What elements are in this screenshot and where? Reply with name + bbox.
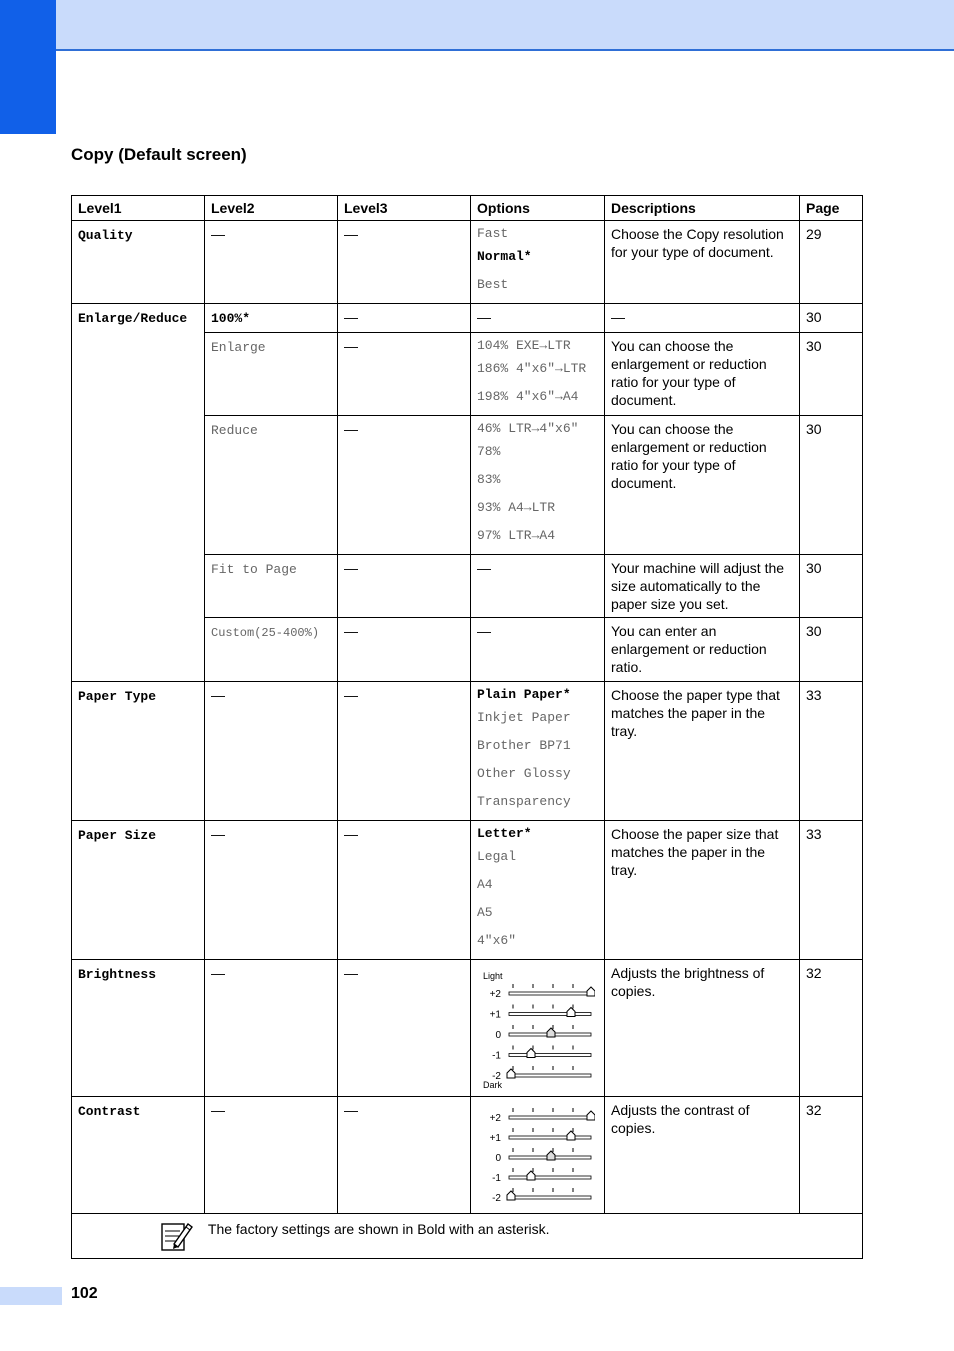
table-row	[72, 682, 863, 821]
level3-dash: —	[344, 309, 358, 325]
page-ref: 33	[806, 687, 822, 703]
page-ref: 30	[806, 421, 822, 437]
header-level1: Level1	[72, 196, 205, 221]
header-page: Page	[800, 196, 863, 221]
note-row	[72, 1214, 863, 1259]
header-level2: Level2	[205, 196, 338, 221]
table-row	[72, 1097, 863, 1214]
level3-dash: —	[344, 826, 358, 842]
description-custom: You can enter an enlargement or reduction ratio.	[611, 623, 767, 675]
level-label: 0	[495, 1030, 501, 1041]
level3-dash: —	[344, 560, 358, 576]
option-dash: —	[477, 309, 491, 325]
description-paper-type: Choose the paper type that matches the paper in the tray.	[611, 687, 780, 739]
table-row	[72, 960, 863, 1097]
level-knob	[527, 1171, 535, 1180]
option-93: 93% A4→LTR	[477, 500, 556, 515]
scale-label-light: Light	[483, 971, 503, 981]
option-46: 46% LTR→4"x6"	[477, 421, 579, 436]
level2-reduce: Reduce	[211, 423, 258, 438]
header-level3: Level3	[338, 196, 471, 221]
option-83: 83%	[477, 472, 501, 487]
level-label: -1	[492, 1173, 501, 1184]
level2-dash: —	[211, 226, 225, 242]
header-descriptions: Descriptions	[605, 196, 800, 221]
table-row	[72, 821, 863, 960]
copy-settings-table	[71, 195, 863, 1259]
level1-paper-type: Paper Type	[78, 689, 157, 704]
option-legal: Legal	[477, 849, 517, 864]
pencil-note-icon	[160, 1218, 194, 1252]
level2-enlarge: Enlarge	[211, 340, 266, 355]
page-ref: 30	[806, 309, 822, 325]
description-dash: —	[611, 309, 625, 325]
contrast-scale-diagram	[475, 1099, 595, 1207]
page-number: 102	[71, 1285, 98, 1302]
level-bar	[509, 1136, 591, 1139]
level1-enlarge-reduce: Enlarge/Reduce	[78, 311, 188, 326]
level3-dash: —	[344, 421, 358, 437]
level-knob	[567, 1008, 575, 1017]
option-dash: —	[477, 560, 491, 576]
level3-dash: —	[344, 1102, 358, 1118]
level2-fit-to-page: Fit to Page	[211, 562, 297, 577]
option-other-glossy: Other Glossy	[477, 766, 571, 781]
option-104: 104% EXE→LTR	[477, 338, 571, 353]
level-knob	[567, 1131, 575, 1140]
level-label: +2	[489, 1113, 501, 1124]
level-label: -1	[492, 1050, 501, 1062]
level2-100: 100%*	[211, 311, 251, 326]
level3-dash: —	[344, 226, 358, 242]
option-plain-paper: Plain Paper*	[477, 687, 571, 702]
level-knob	[507, 1191, 515, 1200]
level1-paper-size: Paper Size	[78, 828, 157, 843]
page-ref: 30	[806, 560, 822, 576]
level-label: 0	[495, 1153, 501, 1164]
level3-dash: —	[344, 338, 358, 354]
table-row	[72, 304, 863, 333]
level-label: +2	[489, 989, 501, 1000]
option-186: 186% 4"x6"→LTR	[477, 361, 587, 376]
level1-quality: Quality	[78, 228, 133, 243]
description-enlarge: You can choose the enlargement or reduction ratio for your type of document.	[611, 338, 767, 408]
section-title: Copy (Default screen)	[71, 145, 247, 164]
option-brother-bp71: Brother BP71	[477, 738, 571, 753]
option-inkjet-paper: Inkjet Paper	[477, 710, 571, 725]
level2-dash: —	[211, 687, 225, 703]
table-row	[72, 221, 863, 304]
level-label: +1	[489, 1133, 501, 1144]
table-header-row	[72, 196, 863, 221]
level3-dash: —	[344, 623, 358, 639]
description-brightness: Adjusts the brightness of copies.	[611, 965, 765, 999]
level3-dash: —	[344, 965, 358, 981]
level-knob	[547, 1028, 555, 1037]
option-dash: —	[477, 623, 491, 639]
option-normal: Normal*	[477, 249, 532, 264]
description-quality: Choose the Copy resolution for your type of document.	[611, 226, 784, 260]
chapter-tab	[0, 0, 56, 134]
description-contrast: Adjusts the contrast of copies.	[611, 1102, 750, 1136]
page-ref: 32	[806, 1102, 822, 1118]
description-reduce: You can choose the enlargement or reduction ratio for your type of document.	[611, 421, 767, 491]
level3-dash: —	[344, 687, 358, 703]
page-ref: 32	[806, 965, 822, 981]
page-ref: 29	[806, 226, 822, 242]
option-97: 97% LTR→A4	[477, 528, 556, 543]
scale-label-dark: Dark	[483, 1080, 503, 1090]
level1-brightness: Brightness	[78, 967, 157, 982]
level-bar	[509, 1196, 591, 1199]
brightness-scale-diagram	[475, 962, 595, 1090]
option-letter: Letter*	[477, 826, 532, 841]
level2-custom: Custom(25-400%)	[211, 626, 320, 640]
level-knob	[587, 987, 595, 996]
option-a4: A4	[477, 877, 493, 892]
option-fast: Fast	[477, 226, 509, 241]
level1-contrast: Contrast	[78, 1104, 141, 1119]
page-ref: 30	[806, 623, 822, 639]
description-paper-size: Choose the paper size that matches the paper in the tray.	[611, 826, 779, 878]
option-4x6: 4"x6"	[477, 933, 517, 948]
header-band	[0, 0, 954, 51]
option-best: Best	[477, 277, 509, 292]
level-label: +1	[489, 1009, 501, 1021]
option-78: 78%	[477, 444, 501, 459]
level-bar	[509, 1074, 591, 1077]
header-options: Options	[471, 196, 605, 221]
page-ref: 30	[806, 338, 822, 354]
page-ref: 33	[806, 826, 822, 842]
description-fit: Your machine will adjust the size automatically to the paper size you set.	[611, 560, 785, 612]
level-bar	[509, 1176, 591, 1179]
note-text: The factory settings are shown in Bold with an asterisk.	[207, 1221, 550, 1237]
level-knob	[587, 1111, 595, 1120]
level-label: -2	[492, 1193, 501, 1204]
option-198: 198% 4"x6"→A4	[477, 389, 579, 404]
level2-dash: —	[211, 1102, 225, 1118]
option-transparency: Transparency	[477, 794, 571, 809]
level-bar	[509, 1054, 591, 1057]
level-knob	[547, 1151, 555, 1160]
level-knob	[527, 1049, 535, 1058]
page-number-tab	[0, 1287, 62, 1305]
level-bar	[509, 1116, 591, 1119]
level2-dash: —	[211, 965, 225, 981]
level-bar	[509, 1013, 591, 1016]
level-knob	[507, 1069, 515, 1078]
level2-dash: —	[211, 826, 225, 842]
option-a5: A5	[477, 905, 493, 920]
level-label: -2	[492, 1071, 501, 1082]
level-bar	[509, 992, 591, 995]
